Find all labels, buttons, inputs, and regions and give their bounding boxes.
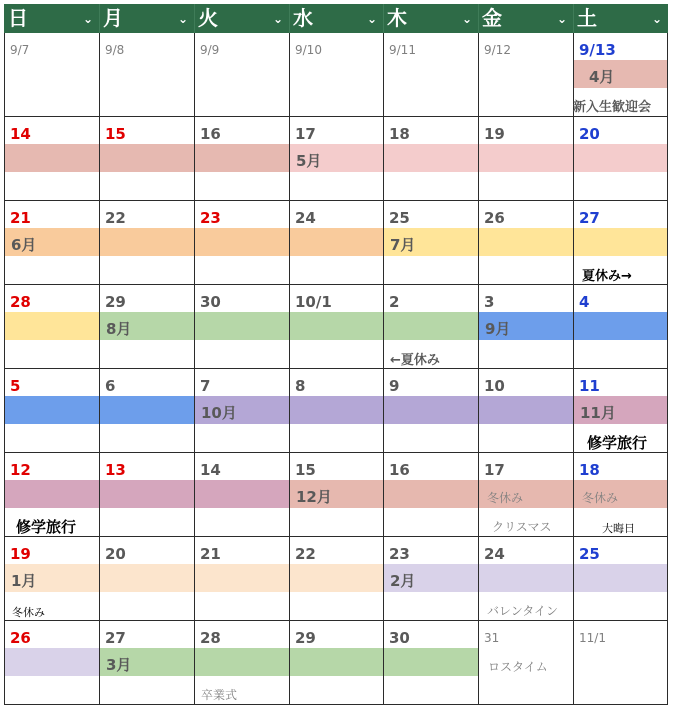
date-cell-sunday: 14 bbox=[10, 125, 31, 143]
chevron-down-icon[interactable]: ⌄ bbox=[272, 12, 283, 26]
date-cell: 18 bbox=[389, 125, 410, 143]
date-cell-sunday: 12 bbox=[10, 461, 31, 479]
band-february-cont bbox=[4, 648, 99, 676]
date-cell: 19 bbox=[484, 125, 505, 143]
event-new-years-eve: 大晦日 bbox=[602, 522, 635, 535]
date-cell: 30 bbox=[389, 629, 410, 647]
date-cell: 29 bbox=[295, 629, 316, 647]
date-cell-sunday: 26 bbox=[10, 629, 31, 647]
band-november-cont bbox=[4, 480, 289, 508]
month-label-january: 1月 bbox=[11, 572, 37, 590]
month-label-june: 6月 bbox=[11, 236, 37, 254]
date-cell: 9/12 bbox=[484, 43, 511, 57]
date-cell: 27 bbox=[105, 629, 126, 647]
date-cell: 24 bbox=[295, 209, 316, 227]
date-cell: 17 bbox=[484, 461, 505, 479]
date-cell: 21 bbox=[200, 545, 221, 563]
date-cell: 26 bbox=[484, 209, 505, 227]
chevron-down-icon[interactable]: ⌄ bbox=[461, 12, 472, 26]
date-cell-sunday: 5 bbox=[10, 377, 21, 395]
date-cell: 9/9 bbox=[200, 43, 220, 57]
month-label-august: 8月 bbox=[106, 320, 132, 338]
date-cell: 30 bbox=[200, 293, 221, 311]
date-cell: 28 bbox=[200, 629, 221, 647]
date-cell-saturday: 9/13 bbox=[579, 41, 616, 59]
event-summer-break-end: ←夏休み bbox=[390, 353, 440, 368]
date-cell: 24 bbox=[484, 545, 505, 563]
chevron-down-icon[interactable]: ⌄ bbox=[651, 12, 662, 26]
date-cell: 9/11 bbox=[389, 43, 416, 57]
chevron-down-icon[interactable]: ⌄ bbox=[82, 12, 93, 26]
date-cell: 29 bbox=[105, 293, 126, 311]
event-christmas: クリスマス bbox=[492, 520, 552, 534]
month-label-november: 11月 bbox=[580, 404, 616, 422]
event-winter-break: 冬休み bbox=[487, 491, 524, 505]
date-cell: 10/1 bbox=[295, 293, 332, 311]
date-cell: 9 bbox=[389, 377, 400, 395]
date-cell-sunday: 28 bbox=[10, 293, 31, 311]
date-cell: 8 bbox=[295, 377, 306, 395]
date-cell-holiday: 13 bbox=[105, 461, 126, 479]
month-label-july: 7月 bbox=[390, 236, 416, 254]
date-cell: 9/10 bbox=[295, 43, 322, 57]
month-label-october: 10月 bbox=[201, 404, 237, 422]
date-cell: 20 bbox=[105, 545, 126, 563]
event-valentines-day: バレンタイン bbox=[487, 604, 558, 618]
date-cell: 16 bbox=[389, 461, 410, 479]
date-cell-saturday: 25 bbox=[579, 545, 600, 563]
event-school-trip: 修学旅行 bbox=[587, 434, 648, 452]
header-tuesday-label: 火 bbox=[198, 6, 218, 30]
month-label-april: 4月 bbox=[589, 68, 615, 86]
date-cell: 22 bbox=[105, 209, 126, 227]
header-friday-label: 金 bbox=[482, 6, 502, 30]
header-wednesday[interactable] bbox=[289, 4, 383, 33]
event-winter-break: 冬休み bbox=[582, 491, 619, 505]
date-cell: 7 bbox=[200, 377, 211, 395]
header-thursday[interactable] bbox=[383, 4, 478, 33]
date-cell: 9/7 bbox=[10, 43, 30, 57]
date-cell: 22 bbox=[295, 545, 316, 563]
date-cell: 15 bbox=[295, 461, 316, 479]
header-sunday-label: 日 bbox=[8, 6, 28, 30]
header-wednesday-label: 水 bbox=[293, 6, 313, 30]
date-cell: 14 bbox=[200, 461, 221, 479]
date-cell-saturday: 27 bbox=[579, 209, 600, 227]
date-cell-holiday: 15 bbox=[105, 125, 126, 143]
date-cell: 3 bbox=[484, 293, 495, 311]
header-friday[interactable] bbox=[478, 4, 573, 33]
month-label-may: 5月 bbox=[296, 152, 322, 170]
date-cell-saturday: 18 bbox=[579, 461, 600, 479]
date-cell: 17 bbox=[295, 125, 316, 143]
event-summer-break-start: 夏休み→ bbox=[582, 269, 632, 284]
header-saturday[interactable] bbox=[573, 4, 668, 33]
chevron-down-icon[interactable]: ⌄ bbox=[556, 12, 567, 26]
date-cell-sunday: 21 bbox=[10, 209, 31, 227]
weekday-header bbox=[4, 4, 668, 33]
calendar-grid bbox=[4, 33, 668, 705]
date-cell: 6 bbox=[105, 377, 116, 395]
date-cell: 11/1 bbox=[579, 631, 606, 645]
event-school-trip: 修学旅行 bbox=[16, 518, 77, 536]
month-label-march: 3月 bbox=[106, 656, 132, 674]
date-cell: 23 bbox=[389, 545, 410, 563]
month-label-february: 2月 bbox=[390, 572, 416, 590]
date-cell-saturday: 11 bbox=[579, 377, 600, 395]
date-cell: 16 bbox=[200, 125, 221, 143]
header-monday-label: 月 bbox=[103, 6, 123, 30]
band-july bbox=[383, 228, 668, 256]
date-cell-holiday: 23 bbox=[200, 209, 221, 227]
chevron-down-icon[interactable]: ⌄ bbox=[366, 12, 377, 26]
band-april bbox=[573, 60, 668, 88]
month-label-september: 9月 bbox=[485, 320, 511, 338]
header-sunday[interactable] bbox=[4, 4, 99, 33]
band-april-cont bbox=[4, 144, 289, 172]
date-cell-saturday: 20 bbox=[579, 125, 600, 143]
event-welcome-party: 新入生歓迎会 bbox=[573, 100, 652, 115]
chevron-down-icon[interactable]: ⌄ bbox=[177, 12, 188, 26]
header-thursday-label: 木 bbox=[387, 6, 407, 30]
date-cell: 10 bbox=[484, 377, 505, 395]
event-loss-time: ロスタイム bbox=[488, 660, 548, 674]
band-july-cont bbox=[4, 312, 99, 340]
date-cell: 25 bbox=[389, 209, 410, 227]
event-winter-break: 冬休み bbox=[12, 606, 45, 619]
band-february bbox=[383, 564, 668, 592]
date-cell-saturday: 4 bbox=[579, 293, 590, 311]
header-monday[interactable] bbox=[99, 4, 194, 33]
header-tuesday[interactable] bbox=[194, 4, 289, 33]
date-cell: 2 bbox=[389, 293, 400, 311]
month-label-december: 12月 bbox=[296, 488, 332, 506]
header-saturday-label: 土 bbox=[577, 6, 597, 30]
date-cell: 31 bbox=[484, 631, 500, 645]
date-cell: 9/8 bbox=[105, 43, 125, 57]
date-cell-sunday: 19 bbox=[10, 545, 31, 563]
event-graduation: 卒業式 bbox=[201, 688, 238, 702]
